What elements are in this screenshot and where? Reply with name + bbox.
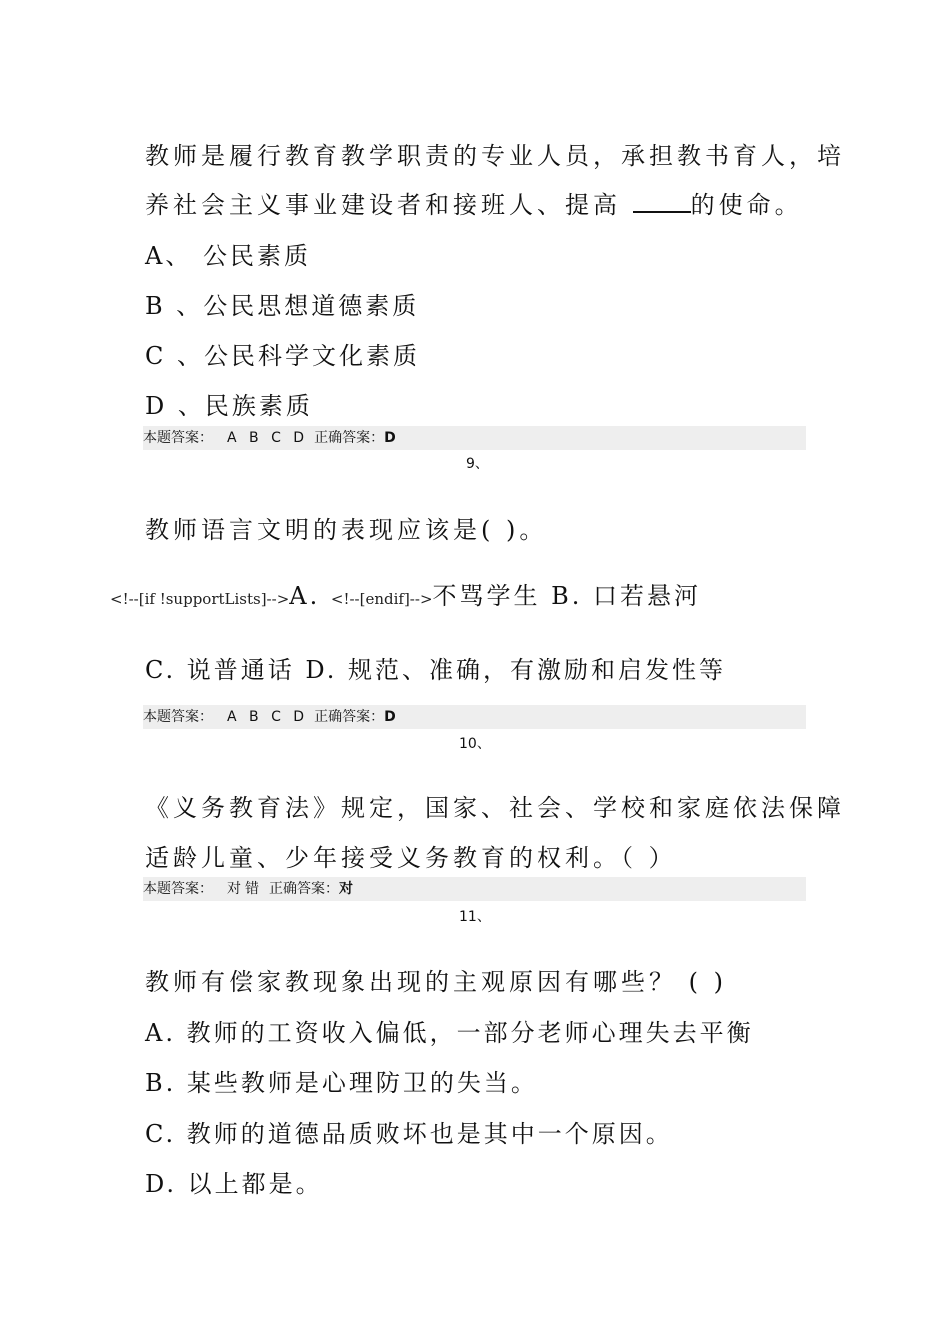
answer-choices: A B C D [227, 709, 309, 725]
question-11-number: 11、 [459, 909, 491, 925]
question-9-options-line-1 [110, 576, 701, 611]
question-8-option-c: C 、公民科学文化素质 [145, 342, 420, 370]
options-text: 不骂学生 B. 口若悬河 [432, 582, 702, 610]
question-8-stem-line-1: 教师是履行教育教学职责的专业人员，承担教书育人，培 [145, 142, 845, 170]
question-9-options-line-2: C. 说普通话 D. 规范、准确，有激励和启发性等 [145, 656, 727, 684]
html-comment-text: <!--[if !supportLists]--> [110, 590, 290, 608]
answer-blank [633, 191, 691, 213]
question-9-stem: 教师语言文明的表现应该是( )。 [145, 516, 548, 544]
question-8-answer-bar [143, 426, 806, 450]
correct-answer-label: 正确答案： [269, 881, 339, 897]
question-9-number: 9、 [466, 456, 489, 472]
question-8-stem-line-2 [145, 185, 803, 220]
question-11-option-b: B. 某些教师是心理防卫的失当。 [145, 1069, 538, 1097]
question-8-option-a: A、 公民素质 [145, 242, 311, 270]
correct-answer-label: 正确答案： [314, 430, 385, 446]
question-8-option-b: B 、公民思想道德素质 [145, 292, 420, 320]
question-11-option-d: D. 以上都是。 [145, 1170, 323, 1198]
correct-answer-label: 正确答案： [314, 709, 385, 725]
question-11-option-a: A. 教师的工资收入偏低，一部分老师心理失去平衡 [145, 1019, 754, 1047]
question-11-option-c: C. 教师的道德品质败坏也是其中一个原因。 [145, 1120, 673, 1148]
question-10-answer-bar [143, 877, 806, 901]
question-8-stem-text: 养社会主义事业建设者和接班人、提高 [145, 191, 633, 219]
question-9-answer-bar [143, 705, 806, 729]
answer-label: 本题答案： [143, 709, 213, 725]
question-10-stem-line-2: 适龄儿童、少年接受义务教育的权利。（ ） [145, 844, 677, 872]
answer-choices: A B C D [227, 430, 309, 446]
question-11-stem: 教师有偿家教现象出现的主观原因有哪些？ ( ) [145, 968, 727, 996]
question-8-option-d: D 、民族素质 [145, 392, 313, 420]
answer-choices: 对错 [227, 881, 263, 897]
question-10-stem-line-1: 《义务教育法》规定，国家、社会、学校和家庭依法保障 [145, 794, 845, 822]
option-a-label: A. [289, 582, 321, 610]
correct-answer-value: D [384, 430, 396, 446]
question-8-stem-tail: 的使命。 [690, 191, 803, 219]
correct-answer-value: D [384, 709, 396, 725]
html-comment-text: <!--[endif]--> [330, 590, 433, 608]
question-10-number: 10、 [459, 736, 491, 752]
correct-answer-value: 对 [339, 881, 353, 897]
answer-label: 本题答案： [143, 881, 213, 897]
answer-label: 本题答案： [143, 430, 213, 446]
